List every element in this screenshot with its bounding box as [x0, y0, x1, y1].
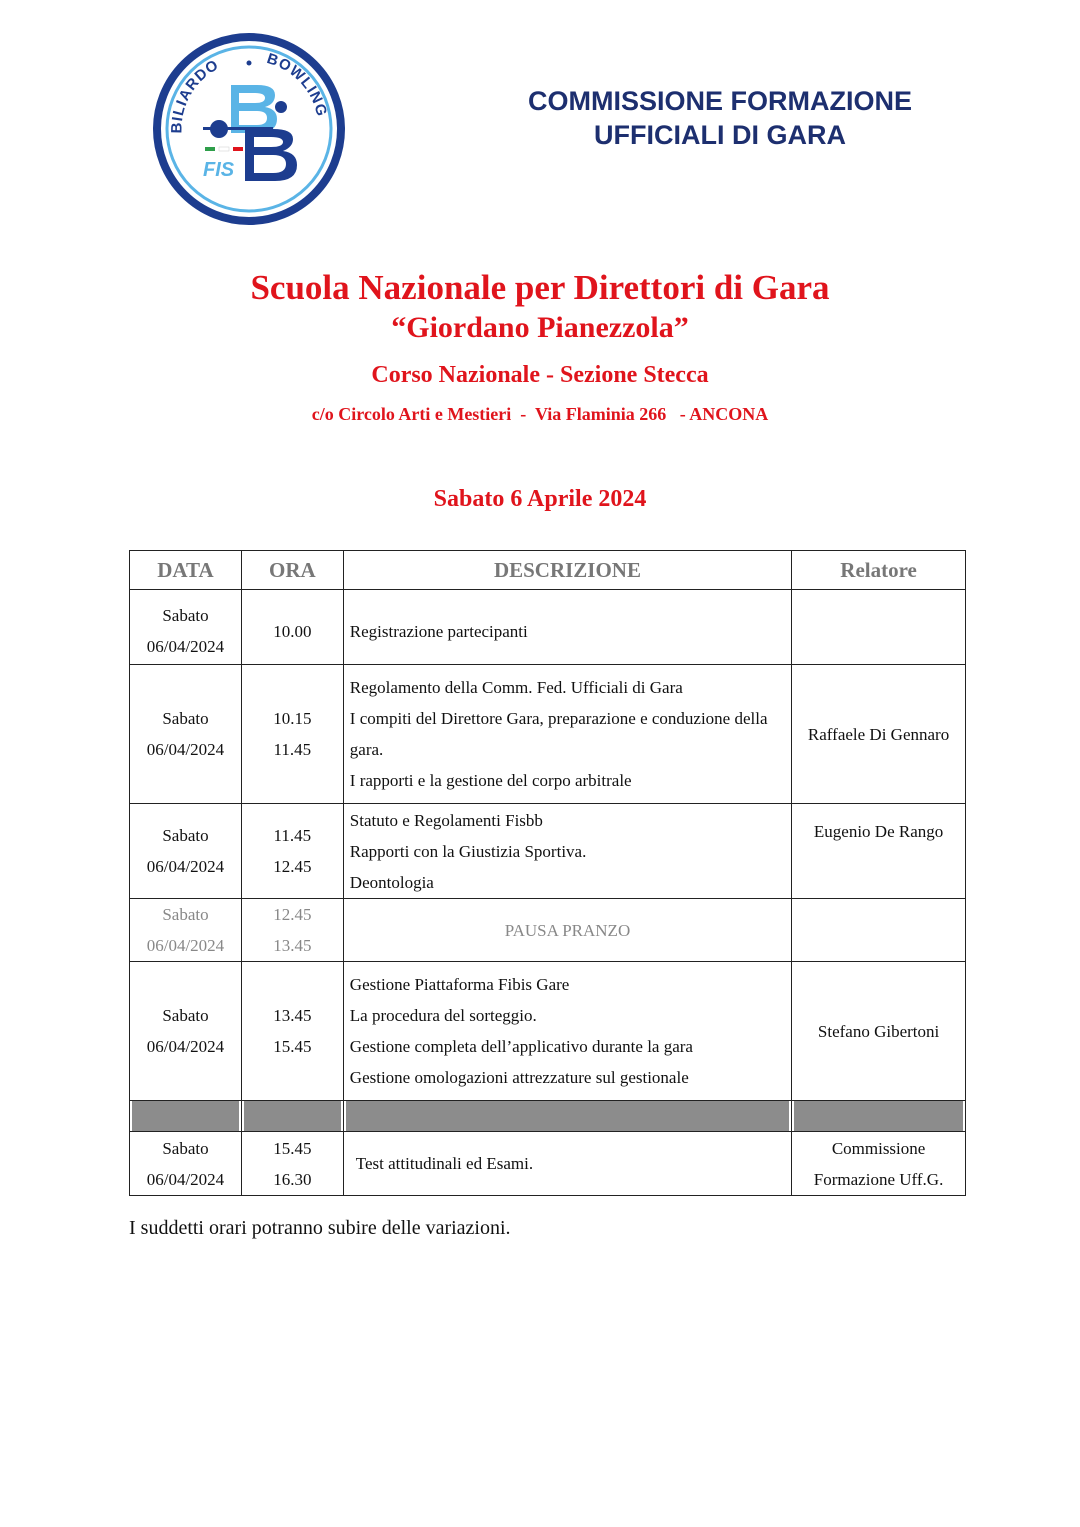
schedule-table [129, 550, 966, 1196]
row-time-cell [241, 1132, 343, 1196]
row-speaker-cell [792, 665, 966, 804]
row-description-line: Gestione omologazioni attrezzature sul gestionale [349, 1068, 689, 1087]
row-speaker-cell [792, 1132, 966, 1196]
commission-line-2: UFFICIALI DI GARA [594, 120, 846, 150]
event-date: Sabato 6 Aprile 2024 [433, 486, 647, 512]
commission-line-1: COMMISSIONE FORMAZIONE [528, 86, 912, 116]
row-time-start: 15.45 [273, 1138, 312, 1158]
row-date: 06/04/2024 [146, 857, 225, 876]
row-day: Sabato [162, 1006, 209, 1025]
row-description-line: Gestione Piattaforma Fibis Gare [349, 975, 570, 994]
row-description-cell [343, 590, 791, 665]
header-description: DESCRIZIONE [343, 551, 791, 590]
row-day: Sabato [162, 905, 209, 924]
footer-note: I suddetti orari potranno subire delle variazioni. [129, 1217, 511, 1239]
row-time-cell [241, 899, 343, 962]
row-description-line: La procedura del sorteggio. [349, 1006, 537, 1025]
header-date: DATA [130, 551, 242, 590]
row-date-cell [130, 899, 242, 962]
row-day: Sabato [162, 606, 209, 625]
row-time-end: 15.45 [273, 1037, 312, 1056]
row-time-end: 13.45 [273, 936, 312, 955]
separator-cell [792, 1101, 966, 1132]
row-day: Sabato [162, 826, 209, 845]
row-date-cell [130, 665, 242, 804]
row-date: 06/04/2024 [146, 936, 225, 955]
row-time-start: 10.00 [273, 621, 312, 641]
row-description-cell [343, 899, 791, 962]
table-header-row [130, 551, 966, 590]
row-description-cell [343, 804, 791, 899]
row-speaker-cell [792, 590, 966, 665]
row-time-start: 12.45 [273, 905, 312, 924]
row-day: Sabato [162, 709, 209, 728]
logo-ring-text-left: BILIARDO [168, 56, 222, 134]
row-time-cell [241, 804, 343, 899]
separator-cell [343, 1101, 791, 1132]
row-time-start: 13.45 [273, 1006, 312, 1025]
row-description-line: Statuto e Regolamenti Fisbb [349, 810, 543, 830]
row-description-line: Test attitudinali ed Esami. [355, 1154, 534, 1173]
logo-ring-text-right: BOWLING [264, 50, 331, 119]
row-time-end: 11.45 [273, 740, 312, 759]
header-speaker: Relatore [792, 551, 966, 590]
row-date: 06/04/2024 [146, 1037, 225, 1056]
row-time-cell [241, 590, 343, 665]
table-row [130, 590, 966, 665]
venue-line: c/o Circolo Arti e Mestieri - Via Flaminia 266 - ANCONA [311, 404, 769, 424]
fisbb-logo [153, 33, 345, 225]
row-description-line: Regolamento della Comm. Fed. Ufficiali di Gara [349, 678, 683, 697]
school-title: Scuola Nazionale per Direttori di Gara [250, 268, 830, 307]
row-date-cell [130, 1132, 242, 1196]
row-date: 06/04/2024 [146, 1169, 225, 1189]
title-block [0, 266, 1080, 514]
row-description-line: Rapporti con la Giustizia Sportiva. [349, 841, 587, 861]
row-description-cell [343, 665, 791, 804]
course-title: Corso Nazionale - Sezione Stecca [371, 362, 709, 388]
header-time: ORA [241, 551, 343, 590]
row-description-line: Gestione completa dell’applicativo durante la gara [349, 1037, 693, 1056]
row-speaker: Eugenio De Rango [813, 822, 944, 841]
row-date-cell [130, 804, 242, 899]
table-row [130, 804, 966, 899]
row-description-line: I rapporti e la gestione del corpo arbitrale [349, 771, 632, 790]
row-speaker-cell [792, 804, 966, 899]
row-speaker: Commissione [831, 1138, 926, 1158]
row-speaker-cell [792, 962, 966, 1101]
row-time-start: 11.45 [273, 826, 312, 845]
honoree-title: “Giordano Pianezzola” [391, 311, 689, 344]
row-day: Sabato [162, 1138, 209, 1158]
row-description-line: I compiti del Direttore Gara, preparazione e conduzione della gara. [349, 709, 768, 759]
separator-cell [130, 1101, 242, 1132]
row-speaker-cell [792, 899, 966, 962]
row-date: 06/04/2024 [146, 740, 225, 759]
row-description-cell [343, 962, 791, 1101]
table-row [130, 962, 966, 1101]
row-time-start: 10.15 [273, 709, 312, 728]
row-date: 06/04/2024 [146, 637, 225, 656]
row-date-cell [130, 590, 242, 665]
row-time-cell [241, 962, 343, 1101]
row-description-cell [343, 1132, 791, 1196]
row-time-end: 12.45 [273, 857, 312, 876]
row-description-line: Deontologia [349, 872, 434, 892]
row-time-cell [241, 665, 343, 804]
row-description-line: Registrazione partecipanti [349, 621, 528, 641]
logo-letters: FIS [203, 159, 235, 181]
row-date-cell [130, 962, 242, 1101]
row-time-end: 16.30 [273, 1169, 312, 1189]
table-row [130, 899, 966, 962]
table-row [130, 665, 966, 804]
lunch-break-label: PAUSA PRANZO [504, 920, 631, 940]
separator-cell [241, 1101, 343, 1132]
commission-heading [480, 84, 960, 152]
row-speaker: Stefano Gibertoni [817, 1021, 940, 1041]
row-speaker: Raffaele Di Gennaro [807, 724, 950, 744]
separator-row [130, 1101, 966, 1132]
table-row [130, 1132, 966, 1196]
row-speaker: Formazione Uff.G. [813, 1169, 944, 1189]
